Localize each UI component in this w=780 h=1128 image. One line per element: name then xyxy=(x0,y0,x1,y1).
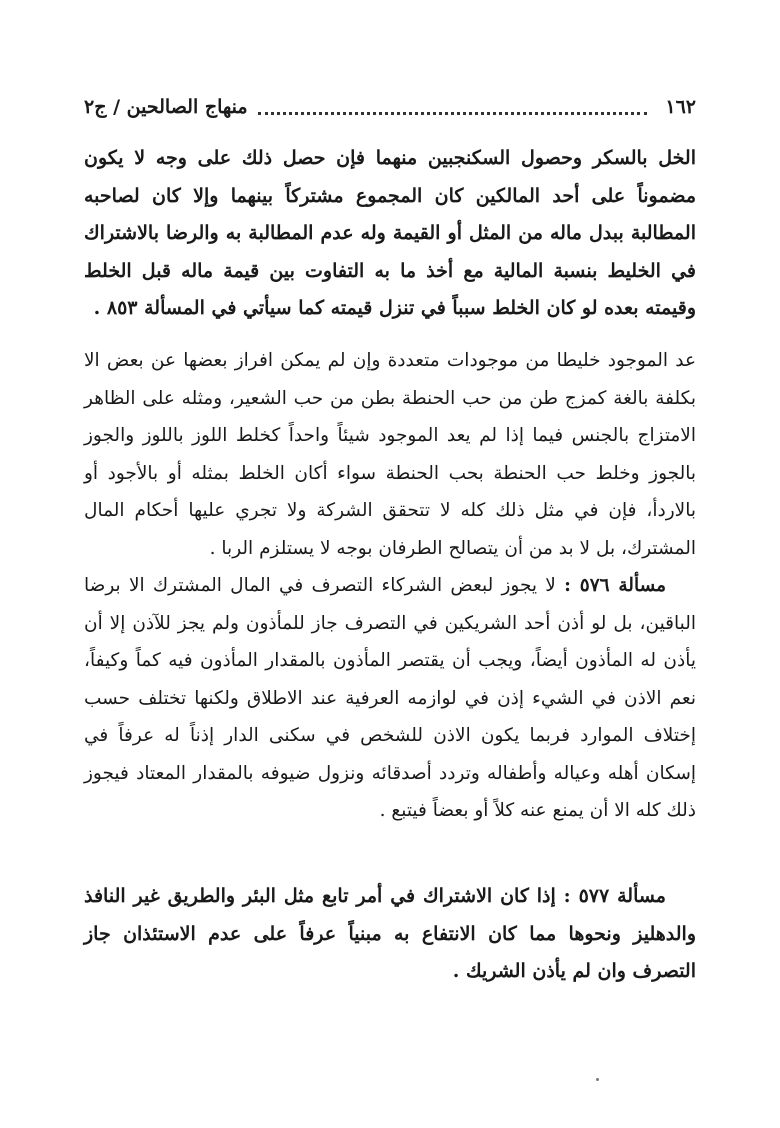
question-576 xyxy=(84,567,696,830)
book-title: منهاج الصالحين / ج٢ xyxy=(84,96,248,118)
page-header xyxy=(84,92,696,122)
question-text: إذا كان الاشتراك في أمر تابع مثل البئر والطريق غير النافذ والدهليز ونحوها مما كان الانتفاع به مبنياً عرفاً على عدم الاستئذان جاز التصرف وان لم يأذن الشريك . xyxy=(84,885,696,982)
paragraph-continuation xyxy=(84,140,696,328)
question-text: لا يجوز لبعض الشركاء التصرف في المال المشترك الا برضا الباقين، بل لو أذن أحد الشريكين في التصرف جاز للمأذون ولم يجز للآذن إلا أن يأذن له المأذون أيضاً، ويجب أن يقتصر المأذون بالمقدار المأذون فيه كماً وكيفاً، نعم الاذن في الشيء إذن في لوازمه العرفية عند الاطلاق ولكنها تختلف حسب إختلاف الموارد فربما يكون الاذن للشخص في سكنى الدار إذناً له عرفاً في إسكان أهله وعياله وأطفاله وتردد أصدقائه ونزول ضيوفه بالمقدار المعتاد فيجوز ذلك كله الا أن يمنع عنه كلاً أو بعضاً فيتبع . xyxy=(84,575,696,821)
question-label: مسألة ٥٧٦ : xyxy=(564,575,666,596)
section-block xyxy=(84,878,696,991)
question-label: مسألة ٥٧٧ : xyxy=(563,885,666,907)
page-number: ١٦٢ xyxy=(665,96,696,118)
paragraph-text: الخل بالسكر وحصول السكنجبين منهما فإن حصل ذلك على وجه لا يكون مضموناً على أحد المالكين كان المجموع مشتركاً بينهما وإلا كان لصاحبه المطالبة ببدل ماله من المثل أو القيمة وله عدم المطالبة به والرضا بالاشتراك في الخليط بنسبة المالية مع أخذ ما به التفاوت بين قيمة ماله قبل الخلط وقيمته بعده لو كان الخلط سبباً في تنزل قيمته كما سيأتي في المسألة ٨٥٣ . xyxy=(84,147,696,319)
header-dot-leader xyxy=(258,100,648,115)
page-mark xyxy=(596,1078,599,1081)
section-block xyxy=(84,342,696,830)
question-577 xyxy=(84,878,696,991)
paragraph-text: عد الموجود خليطا من موجودات متعددة وإن لم يمكن افراز بعضها عن بعض الا بكلفة بالغة كمزج طن من حب الحنطة بطن من حب الشعير، ومثله على الظاهر الامتزاج بالجنس فيما إذا لم يعد الموجود شيئاً واحداً كخلط اللوز باللوز والجوز بالجوز وخلط حب الحنطة بحب الحنطة سواء أكان الخلط بمثله أو بالأجود أو بالاردأ، فإن في مثل ذلك كله لا تتحقق الشركة ولا تجري عليها أحكام المال المشترك، بل لا بد من أن يتصالح الطرفان بوجه لا يستلزم الربا . xyxy=(84,350,696,559)
